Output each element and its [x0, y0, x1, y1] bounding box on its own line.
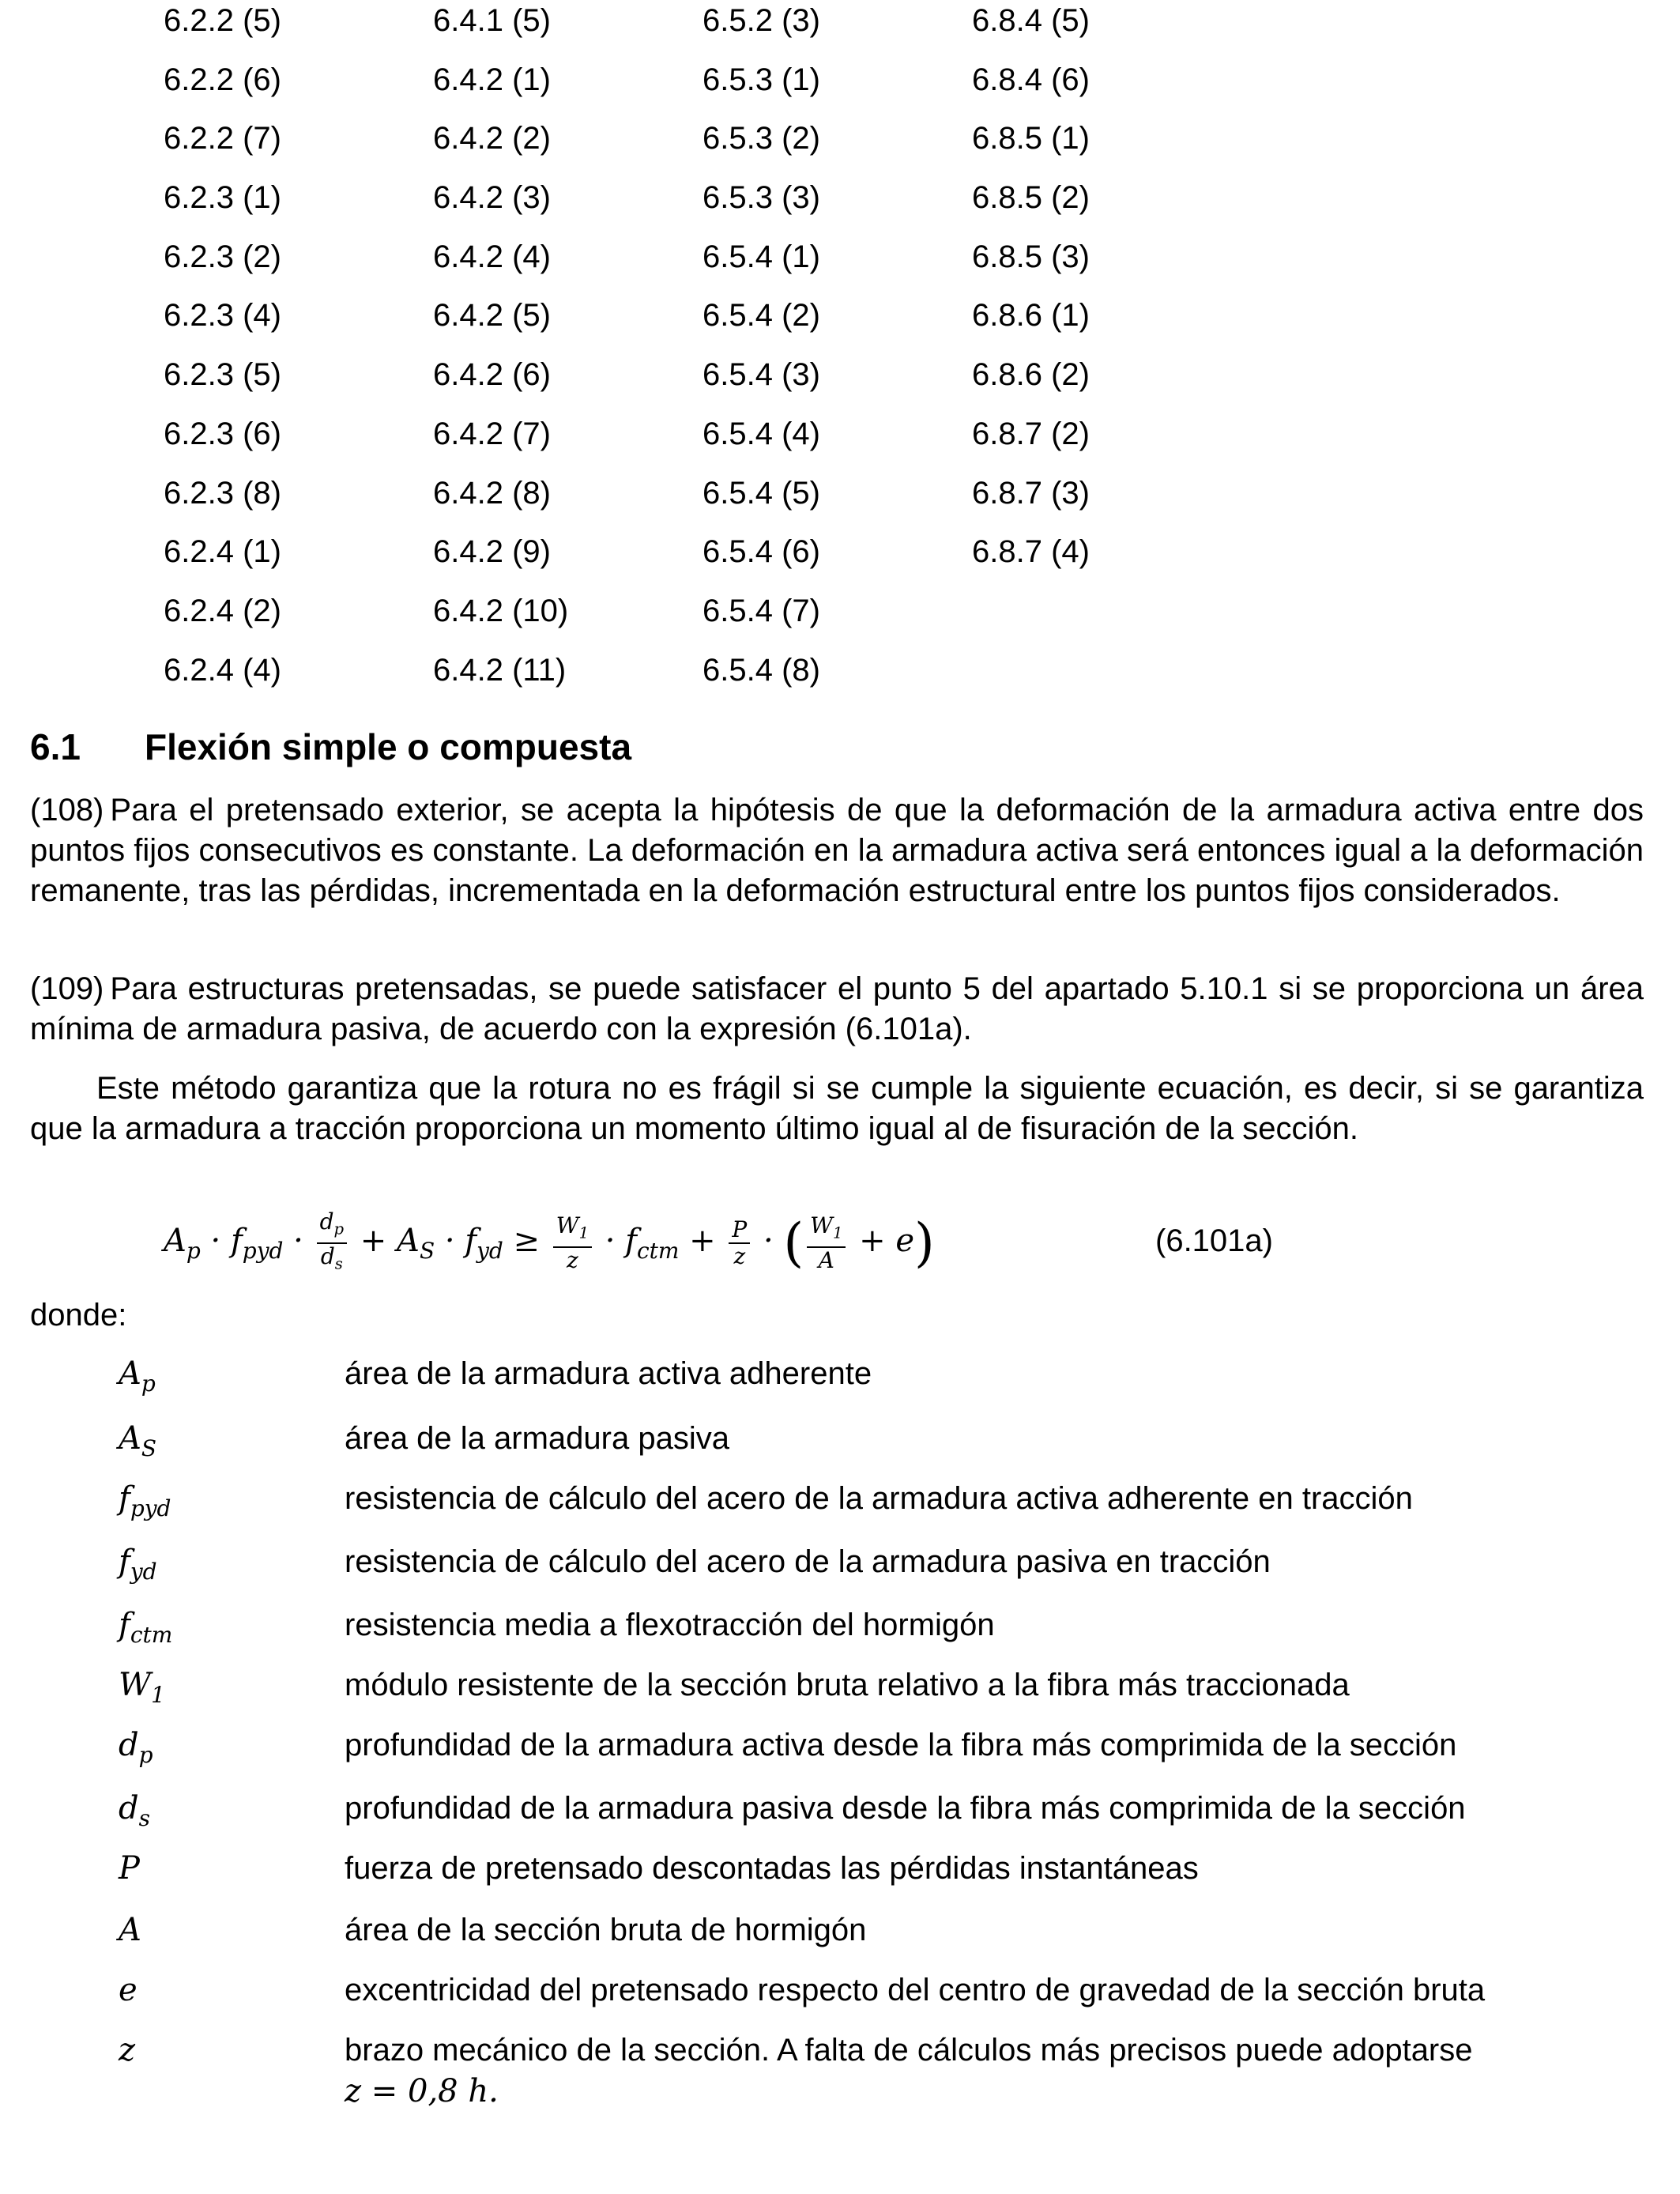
ref-cell: 6.5.4 (2)	[703, 298, 820, 334]
ref-cell: 6.5.4 (4)	[703, 416, 820, 451]
ref-cell: 6.5.3 (1)	[703, 62, 820, 97]
ref-cell: 6.8.5 (1)	[972, 121, 1090, 156]
ref-cell: 6.2.3 (1)	[164, 180, 281, 216]
ref-cell: 6.8.7 (3)	[972, 475, 1090, 511]
ref-cell: 6.5.4 (5)	[703, 475, 820, 511]
definition-row	[119, 1970, 1645, 2030]
ref-cell: 6.2.3 (8)	[164, 475, 281, 511]
ref-cell: 6.5.3 (3)	[703, 180, 820, 216]
ref-cell: 6.8.5 (3)	[972, 239, 1090, 274]
definition-row	[119, 1664, 1645, 1725]
ref-cell: 6.4.2 (10)	[433, 593, 569, 628]
definition-symbol: $f_{pyd}$	[119, 1480, 171, 1521]
ref-cell: 6.5.3 (2)	[703, 121, 820, 156]
paragraph-108	[30, 790, 1644, 911]
ref-cell: 6.2.3 (4)	[164, 298, 281, 334]
ref-cell: 6.4.2 (4)	[433, 239, 551, 274]
definition-symbol: $W_1$	[119, 1667, 165, 1708]
ref-cell: 6.4.2 (7)	[433, 416, 551, 451]
definition-text	[345, 2030, 1645, 2112]
ref-cell: 6.2.4 (1)	[164, 534, 281, 570]
definition-row	[119, 1909, 1645, 1970]
definition-symbol: A	[119, 1912, 141, 1948]
definition-text: profundidad de la armadura pasiva desde la fibra más comprimida de la sección	[345, 1791, 1466, 1826]
definition-text-main: brazo mecánico de la sección. A falta de cálculos más precisos puede adoptarse	[345, 2033, 1473, 2068]
ref-cell: 6.4.2 (3)	[433, 180, 551, 216]
ref-cell: 6.4.2 (8)	[433, 475, 551, 511]
donde-label: donde:	[30, 1298, 127, 1333]
definitions-list	[119, 1353, 1645, 2117]
definition-text: fuerza de pretensado descontadas las pérdidas instantáneas	[345, 1851, 1199, 1886]
reference-grid	[164, 0, 1241, 708]
ref-cell: 6.2.4 (2)	[164, 593, 281, 628]
section-number: 6.1	[30, 726, 81, 767]
ref-cell: 6.5.4 (8)	[703, 652, 820, 688]
definition-symbol: $f_{yd}$	[119, 1544, 157, 1585]
paragraph-label: (109)	[30, 971, 104, 1006]
definition-row	[119, 1541, 1645, 1604]
section-title: Flexión simple o compuesta	[145, 726, 632, 767]
paragraph-text: Este método garantiza que la rotura no es frágil si se cumple la siguiente ecuación, es decir, si se garantiza que la armadura a tracción proporciona un momento último igual al de fisuración de la sección.	[30, 1071, 1644, 1146]
ref-cell: 6.8.5 (2)	[972, 180, 1090, 216]
section-heading	[30, 723, 631, 771]
ref-cell: 6.8.6 (2)	[972, 357, 1090, 393]
definition-text: área de la sección bruta de hormigón	[345, 1913, 867, 1947]
ref-cell: 6.2.2 (5)	[164, 3, 281, 38]
definition-row	[119, 1725, 1645, 1788]
ref-cell: 6.2.2 (6)	[164, 62, 281, 97]
ref-cell: 6.4.2 (2)	[433, 121, 551, 156]
ref-cell: 6.2.3 (6)	[164, 416, 281, 451]
equation-number: (6.101a)	[1155, 1223, 1273, 1258]
ref-cell: 6.8.7 (2)	[972, 416, 1090, 451]
ref-cell: 6.4.1 (5)	[433, 3, 551, 38]
ref-cell	[972, 650, 1241, 709]
ref-cell: 6.5.2 (3)	[703, 3, 820, 38]
ref-cell: 6.2.2 (7)	[164, 121, 281, 156]
ref-cell	[972, 590, 1241, 650]
ref-cell: 6.4.2 (6)	[433, 357, 551, 393]
definition-symbol: P	[119, 1850, 140, 1887]
definition-text: resistencia de cálculo del acero de la armadura pasiva en tracción	[345, 1544, 1271, 1579]
definition-symbol: $A_S$	[119, 1420, 157, 1461]
definition-symbol: $A_p$	[119, 1355, 156, 1397]
ref-cell: 6.2.3 (2)	[164, 239, 281, 274]
definition-symbol: $d_s$	[119, 1790, 150, 1831]
ref-cell: 6.8.6 (1)	[972, 298, 1090, 334]
definition-text: resistencia de cálculo del acero de la armadura activa adherente en tracción	[345, 1481, 1413, 1516]
definition-text: módulo resistente de la sección bruta relativo a la fibra más traccionada	[345, 1668, 1350, 1702]
definition-symbol: $d_p$	[119, 1727, 153, 1768]
definition-row	[119, 1418, 1645, 1478]
definition-row	[119, 2030, 1645, 2117]
ref-cell: 6.4.2 (1)	[433, 62, 551, 97]
definition-text: excentricidad del pretensado respecto del centro de gravedad de la sección bruta	[345, 1973, 1486, 2007]
definition-text: área de la armadura activa adherente	[345, 1356, 872, 1391]
definition-symbol: e	[119, 1972, 137, 2008]
definition-text: profundidad de la armadura activa desde la fibra más comprimida de la sección	[345, 1728, 1457, 1762]
ref-cell: 6.8.4 (5)	[972, 3, 1090, 38]
ref-cell: 6.5.4 (6)	[703, 534, 820, 570]
definition-row	[119, 1604, 1645, 1664]
ref-cell: 6.5.4 (3)	[703, 357, 820, 393]
paragraph-method	[30, 1069, 1644, 1149]
equation-6-101a: $A_p \cdot f_{pyd}$ · $\frac{d_p}{d_s}$ + $A_S \cdot f_{yd}$ ≥ $\frac{W_1}{z}$ · $f_{ctm}$ + $\frac{P}{z}$ · ( $\frac{W_1}{A}$ + e)	[164, 1208, 935, 1273]
ref-cell: 6.4.2 (9)	[433, 534, 551, 570]
definition-row	[119, 1848, 1645, 1909]
definition-row	[119, 1478, 1645, 1541]
paragraph-label: (108)	[30, 793, 104, 827]
ref-cell: 6.2.4 (4)	[164, 652, 281, 688]
ref-cell: 6.8.4 (6)	[972, 62, 1090, 97]
definition-text: área de la armadura pasiva	[345, 1421, 729, 1456]
paragraph-109	[30, 969, 1644, 1050]
definition-text: resistencia media a flexotracción del hormigón	[345, 1608, 995, 1642]
definition-row	[119, 1353, 1645, 1418]
paragraph-text: Para estructuras pretensadas, se puede satisfacer el punto 5 del apartado 5.10.1 si se proporciona un área mínima de armadura pasiva, de acuerdo con la expresión (6.101a).	[30, 971, 1644, 1046]
ref-cell: 6.5.4 (7)	[703, 593, 820, 628]
ref-cell: 6.4.2 (11)	[433, 652, 567, 688]
ref-cell: 6.2.3 (5)	[164, 357, 281, 393]
definition-symbol: $f_{ctm}$	[119, 1607, 173, 1648]
ref-cell: 6.8.7 (4)	[972, 534, 1090, 570]
ref-cell: 6.5.4 (1)	[703, 239, 820, 274]
definition-symbol: z	[119, 2032, 136, 2068]
ref-cell: 6.4.2 (5)	[433, 298, 551, 334]
definition-row	[119, 1788, 1645, 1848]
definition-math: z = 0,8 h.	[345, 2073, 499, 2109]
paragraph-text: Para el pretensado exterior, se acepta la hipótesis de que la deformación de la armadura activa entre dos puntos fijos consecutivos es constante. La deformación en la armadura activa será entonces igual a la deformación remanente, tras las pérdidas, incrementada en la deformación estructural entre los puntos fijos considerados.	[30, 793, 1644, 908]
